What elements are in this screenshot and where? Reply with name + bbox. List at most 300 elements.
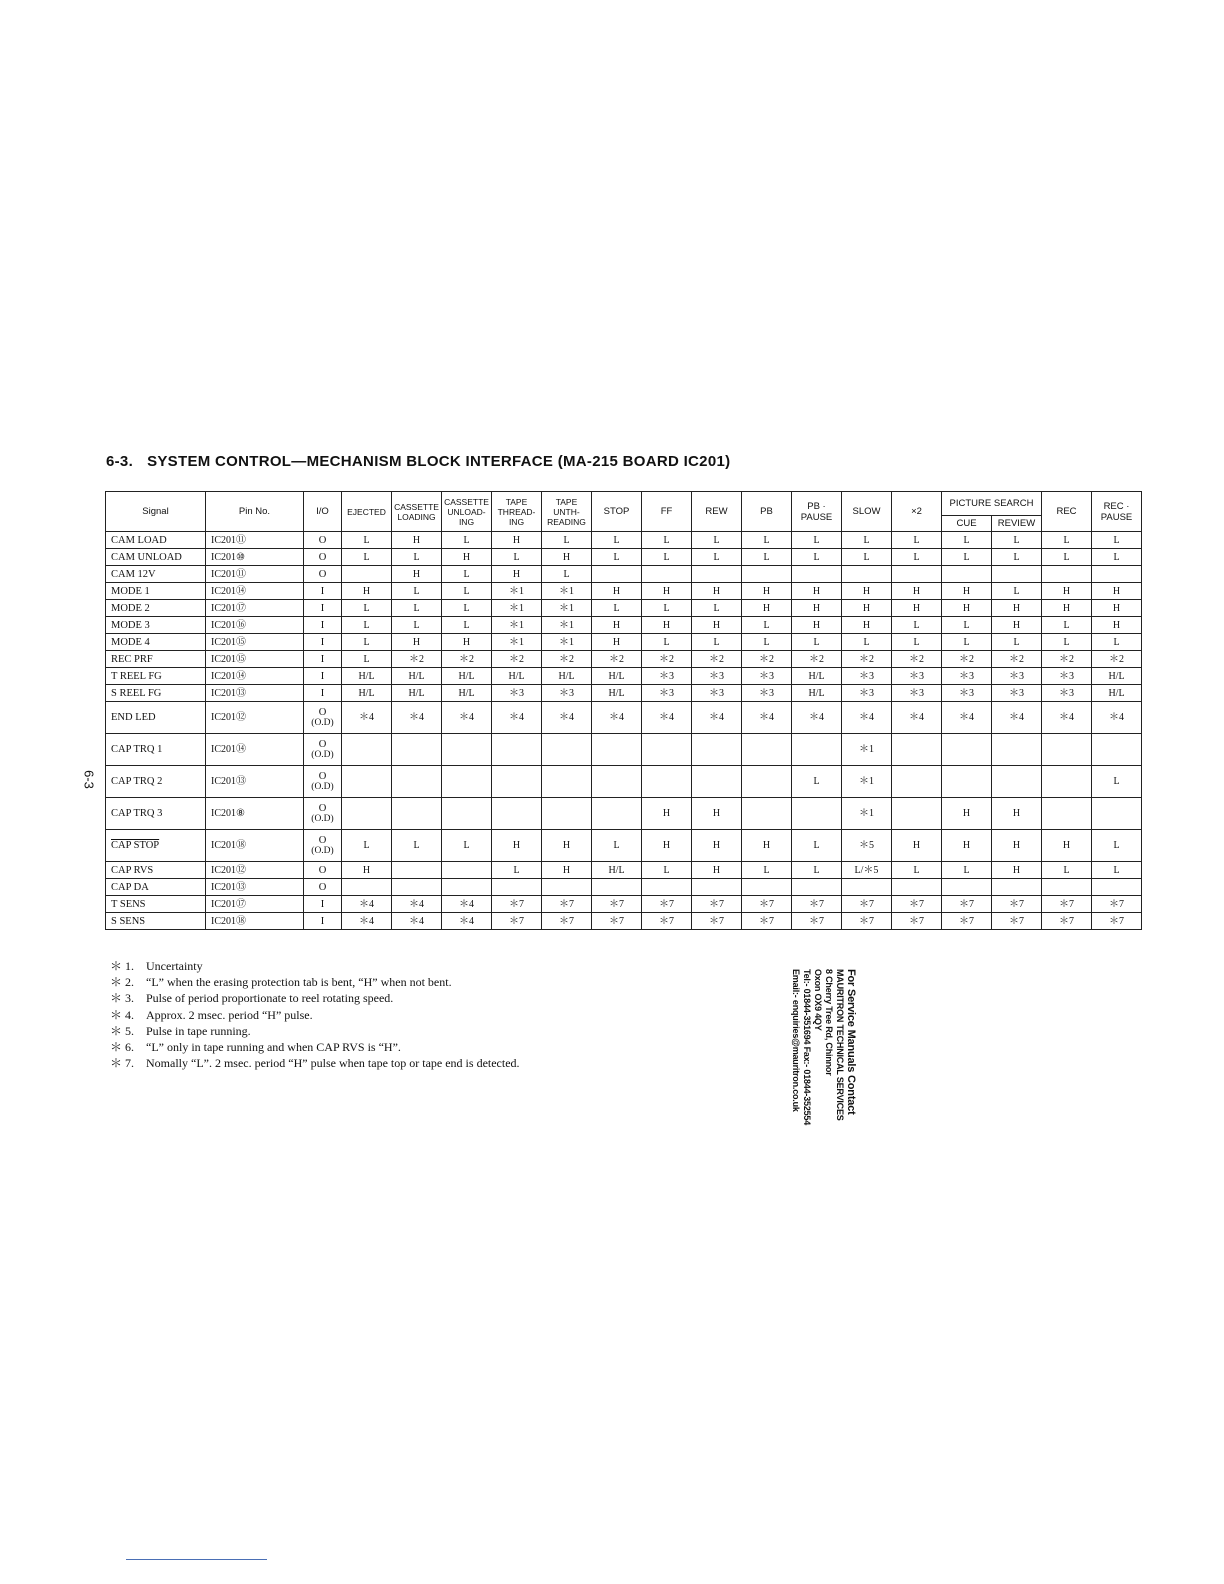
state-cell <box>542 798 592 830</box>
state-cell <box>392 879 442 896</box>
state-cell <box>1042 734 1092 766</box>
state-cell <box>1092 798 1142 830</box>
state-cell: L <box>792 549 842 566</box>
signal-name: MODE 1 <box>106 583 206 600</box>
state-cell <box>942 766 992 798</box>
state-cell: H <box>342 862 392 879</box>
state-cell: ＊1 <box>542 634 592 651</box>
state-cell: H <box>742 830 792 862</box>
state-cell <box>792 798 842 830</box>
state-cell <box>1092 879 1142 896</box>
state-cell <box>992 879 1042 896</box>
state-cell <box>392 798 442 830</box>
signal-name: CAP STOP <box>106 830 206 862</box>
state-cell: L <box>742 617 792 634</box>
state-cell: L <box>1092 830 1142 862</box>
state-cell: L <box>1092 532 1142 549</box>
state-cell: ＊7 <box>792 896 842 913</box>
table-row <box>106 913 1142 930</box>
state-cell: L <box>1092 766 1142 798</box>
state-cell <box>742 734 792 766</box>
state-cell: ＊2 <box>392 651 442 668</box>
state-cell <box>692 734 742 766</box>
state-cell <box>892 798 942 830</box>
state-cell: ＊4 <box>942 702 992 734</box>
state-cell: ＊4 <box>1042 702 1092 734</box>
state-cell: H/L <box>542 668 592 685</box>
state-cell: ＊3 <box>742 685 792 702</box>
io-direction: I <box>304 668 342 685</box>
state-cell <box>642 734 692 766</box>
state-cell: ＊3 <box>542 685 592 702</box>
header-ejected: EJECTED <box>342 492 392 532</box>
table-header <box>106 492 1142 532</box>
io-direction: I <box>304 913 342 930</box>
state-cell <box>492 798 542 830</box>
state-cell: ＊4 <box>492 702 542 734</box>
section-title: SYSTEM CONTROL—MECHANISM BLOCK INTERFACE (MA-215 BOARD IC201) <box>147 453 731 470</box>
state-cell: ＊7 <box>742 896 792 913</box>
state-cell: H <box>592 617 642 634</box>
state-cell: H/L <box>392 668 442 685</box>
state-cell: H <box>942 798 992 830</box>
state-cell: H <box>542 549 592 566</box>
state-cell: L <box>392 600 442 617</box>
state-cell: ＊7 <box>992 913 1042 930</box>
state-cell: ＊7 <box>1042 913 1092 930</box>
state-cell: L <box>1092 862 1142 879</box>
stamp-line: 8 Cherry Tree Rd, Chinnor <box>824 969 834 1076</box>
state-cell <box>592 734 642 766</box>
state-cell <box>592 566 642 583</box>
io-direction: O (O.D) <box>304 734 342 766</box>
state-cell <box>492 734 542 766</box>
state-cell: ＊7 <box>542 913 592 930</box>
side-page-number: 6-3 <box>81 770 97 789</box>
header-pb: PB <box>742 492 792 532</box>
state-cell: ＊1 <box>842 734 892 766</box>
header-cassette-unloading: CASSETTE UNLOAD- ING <box>442 492 492 532</box>
signal-name: S REEL FG <box>106 685 206 702</box>
table-row <box>106 566 1142 583</box>
io-direction: O (O.D) <box>304 830 342 862</box>
state-cell: L <box>942 532 992 549</box>
pin-number: IC201⑭ <box>206 668 304 685</box>
state-cell: ＊7 <box>1042 896 1092 913</box>
io-direction: O <box>304 879 342 896</box>
state-cell: H/L <box>792 668 842 685</box>
state-cell: H <box>642 617 692 634</box>
state-cell <box>1042 766 1092 798</box>
state-cell: H <box>842 600 892 617</box>
state-cell: ＊1 <box>542 600 592 617</box>
state-cell: ＊2 <box>942 651 992 668</box>
state-cell: ＊3 <box>842 685 892 702</box>
state-cell: H <box>692 798 742 830</box>
state-cell: L <box>642 549 692 566</box>
state-cell <box>742 879 792 896</box>
table-row <box>106 634 1142 651</box>
state-cell: H/L <box>792 685 842 702</box>
state-cell: H <box>442 549 492 566</box>
state-cell: ＊2 <box>1092 651 1142 668</box>
state-cell: ＊4 <box>342 913 392 930</box>
state-cell: H <box>692 862 742 879</box>
state-cell: L <box>392 549 442 566</box>
io-direction: O <box>304 532 342 549</box>
state-cell: ＊4 <box>992 702 1042 734</box>
state-cell <box>442 862 492 879</box>
signal-name: MODE 3 <box>106 617 206 634</box>
io-direction: O <box>304 549 342 566</box>
header-picture-search: PICTURE SEARCH <box>942 492 1042 516</box>
state-cell: H <box>742 583 792 600</box>
footnote: ＊ 4. Approx. 2 msec. period “H” pulse. <box>110 1007 313 1022</box>
io-direction: I <box>304 583 342 600</box>
stamp-line: For Service Manuals Contact <box>845 969 857 1115</box>
state-cell: L <box>542 532 592 549</box>
state-cell: H <box>542 862 592 879</box>
state-cell: L <box>992 549 1042 566</box>
state-cell <box>342 879 392 896</box>
state-cell: L <box>742 532 792 549</box>
header-cue: CUE <box>942 516 992 532</box>
state-cell: H <box>692 830 742 862</box>
state-cell: L <box>892 862 942 879</box>
state-cell: ＊3 <box>492 685 542 702</box>
contact-stamp <box>762 969 857 1126</box>
state-cell <box>692 879 742 896</box>
state-cell: L <box>842 532 892 549</box>
io-direction: O (O.D) <box>304 702 342 734</box>
header-ff: FF <box>642 492 692 532</box>
state-cell: L <box>592 830 642 862</box>
pin-number: IC201⑩ <box>206 549 304 566</box>
footnote: ＊ 2. “L” when the erasing protection tab is bent, “H” when not bent. <box>110 975 452 990</box>
io-direction: I <box>304 896 342 913</box>
state-cell: ＊3 <box>742 668 792 685</box>
state-cell: H <box>1042 583 1092 600</box>
page-title <box>106 453 730 470</box>
state-cell: H <box>392 634 442 651</box>
state-cell: L <box>742 549 792 566</box>
state-cell: ＊3 <box>692 668 742 685</box>
state-cell: ＊7 <box>1092 896 1142 913</box>
state-cell: H/L <box>592 685 642 702</box>
bottom-rule <box>126 1559 267 1560</box>
state-cell: ＊2 <box>592 651 642 668</box>
state-cell <box>1042 879 1092 896</box>
table-row <box>106 651 1142 668</box>
state-cell: L <box>792 532 842 549</box>
state-cell: H <box>492 532 542 549</box>
state-cell <box>392 766 442 798</box>
state-cell <box>1042 798 1092 830</box>
state-cell: ＊7 <box>892 913 942 930</box>
state-cell: L <box>1092 634 1142 651</box>
state-cell: L <box>592 549 642 566</box>
state-cell: H <box>392 566 442 583</box>
io-direction: I <box>304 617 342 634</box>
state-cell: L <box>592 600 642 617</box>
state-cell: ＊3 <box>1042 685 1092 702</box>
state-cell: L <box>792 634 842 651</box>
state-cell: ＊7 <box>842 913 892 930</box>
state-cell: ＊4 <box>892 702 942 734</box>
pin-number: IC201⑫ <box>206 862 304 879</box>
io-direction: O (O.D) <box>304 766 342 798</box>
state-cell: ＊2 <box>492 651 542 668</box>
state-cell: ＊7 <box>642 913 692 930</box>
state-cell: L <box>342 651 392 668</box>
signal-name: T REEL FG <box>106 668 206 685</box>
state-cell: ＊4 <box>842 702 892 734</box>
state-cell: L <box>692 634 742 651</box>
state-cell <box>592 798 642 830</box>
state-cell: ＊3 <box>892 685 942 702</box>
state-cell: ＊7 <box>492 896 542 913</box>
state-cell: ＊2 <box>442 651 492 668</box>
stamp-line: Oxon OX9 4QY <box>813 969 823 1031</box>
state-cell: L <box>992 583 1042 600</box>
header-rec-pause: REC · PAUSE <box>1092 492 1142 532</box>
state-cell: L/＊5 <box>842 862 892 879</box>
state-cell <box>392 734 442 766</box>
state-cell <box>442 879 492 896</box>
signal-name: CAP TRQ 3 <box>106 798 206 830</box>
pin-number: IC201⑯ <box>206 617 304 634</box>
state-cell: ＊2 <box>542 651 592 668</box>
state-cell: H <box>842 583 892 600</box>
pin-number: IC201⑭ <box>206 583 304 600</box>
state-cell: H <box>792 617 842 634</box>
table-row <box>106 668 1142 685</box>
state-cell: ＊7 <box>1092 913 1142 930</box>
header-x2: ×2 <box>892 492 942 532</box>
state-cell: H <box>1092 617 1142 634</box>
state-cell: ＊4 <box>792 702 842 734</box>
interface-table <box>105 491 1142 930</box>
state-cell: L <box>492 549 542 566</box>
state-cell <box>792 734 842 766</box>
state-cell: L <box>692 532 742 549</box>
header-rew: REW <box>692 492 742 532</box>
state-cell: H <box>742 600 792 617</box>
state-cell: ＊7 <box>592 896 642 913</box>
state-cell: H <box>542 830 592 862</box>
state-cell: ＊4 <box>1092 702 1142 734</box>
table-row <box>106 702 1142 734</box>
state-cell: L <box>1042 549 1092 566</box>
state-cell: ＊7 <box>542 896 592 913</box>
state-cell <box>892 734 942 766</box>
state-cell: L <box>392 617 442 634</box>
pin-number: IC201⑪ <box>206 566 304 583</box>
state-cell: ＊7 <box>742 913 792 930</box>
signal-name: CAM LOAD <box>106 532 206 549</box>
state-cell: H <box>992 830 1042 862</box>
state-cell: H <box>592 634 642 651</box>
header-stop: STOP <box>592 492 642 532</box>
state-cell: L <box>692 600 742 617</box>
pin-number: IC201⑫ <box>206 702 304 734</box>
signal-name: CAM 12V <box>106 566 206 583</box>
state-cell: ＊2 <box>692 651 742 668</box>
state-cell <box>892 766 942 798</box>
signal-name: CAP RVS <box>106 862 206 879</box>
state-cell <box>692 566 742 583</box>
section-number: 6-3. <box>106 453 134 470</box>
state-cell: L <box>942 617 992 634</box>
state-cell <box>842 566 892 583</box>
state-cell <box>642 879 692 896</box>
state-cell: H <box>1092 600 1142 617</box>
state-cell: L <box>442 617 492 634</box>
state-cell: H <box>692 583 742 600</box>
state-cell: L <box>842 634 892 651</box>
state-cell <box>492 766 542 798</box>
pin-number: IC201⑮ <box>206 651 304 668</box>
state-cell <box>442 766 492 798</box>
state-cell: H <box>892 600 942 617</box>
header-rec: REC <box>1042 492 1092 532</box>
state-cell: ＊3 <box>642 668 692 685</box>
pin-number: IC201⑱ <box>206 830 304 862</box>
state-cell <box>542 879 592 896</box>
signal-name: END LED <box>106 702 206 734</box>
state-cell: ＊1 <box>492 634 542 651</box>
table-row <box>106 549 1142 566</box>
state-cell: L <box>342 830 392 862</box>
state-cell <box>792 879 842 896</box>
state-cell: ＊4 <box>342 702 392 734</box>
state-cell <box>992 566 1042 583</box>
state-cell: L <box>892 617 942 634</box>
state-cell: H/L <box>492 668 542 685</box>
state-cell: H <box>642 798 692 830</box>
state-cell: ＊4 <box>592 702 642 734</box>
table-row <box>106 896 1142 913</box>
signal-name: CAP TRQ 2 <box>106 766 206 798</box>
state-cell: H/L <box>442 668 492 685</box>
state-cell: L <box>442 600 492 617</box>
state-cell: L <box>1092 549 1142 566</box>
state-cell: H <box>992 862 1042 879</box>
table-row <box>106 685 1142 702</box>
state-cell <box>1092 734 1142 766</box>
state-cell: L <box>1042 617 1092 634</box>
state-cell <box>942 879 992 896</box>
state-cell: H <box>1042 600 1092 617</box>
state-cell: L <box>342 600 392 617</box>
state-cell: H/L <box>342 685 392 702</box>
io-direction: O <box>304 566 342 583</box>
state-cell: L <box>442 532 492 549</box>
state-cell: H <box>1042 830 1092 862</box>
state-cell <box>342 798 392 830</box>
state-cell: ＊4 <box>392 913 442 930</box>
signal-name: T SENS <box>106 896 206 913</box>
state-cell <box>1042 566 1092 583</box>
state-cell: ＊2 <box>742 651 792 668</box>
state-cell <box>342 566 392 583</box>
state-cell: ＊1 <box>542 617 592 634</box>
state-cell <box>992 734 1042 766</box>
state-cell <box>642 566 692 583</box>
state-cell <box>542 734 592 766</box>
state-cell: H <box>342 583 392 600</box>
table-row <box>106 798 1142 830</box>
signal-name: S SENS <box>106 913 206 930</box>
state-cell: ＊2 <box>792 651 842 668</box>
state-cell: ＊4 <box>442 702 492 734</box>
state-cell: L <box>942 549 992 566</box>
state-cell: ＊1 <box>492 583 542 600</box>
state-cell: L <box>992 532 1042 549</box>
state-cell: ＊4 <box>392 896 442 913</box>
state-cell: ＊3 <box>942 685 992 702</box>
state-cell: H <box>592 583 642 600</box>
footnote: ＊ 5. Pulse in tape running. <box>110 1023 251 1038</box>
state-cell: ＊7 <box>692 913 742 930</box>
state-cell: L <box>692 549 742 566</box>
state-cell: L <box>442 583 492 600</box>
state-cell: ＊3 <box>692 685 742 702</box>
state-cell <box>642 766 692 798</box>
state-cell: L <box>342 634 392 651</box>
state-cell <box>1092 566 1142 583</box>
state-cell: ＊4 <box>442 896 492 913</box>
state-cell: ＊4 <box>442 913 492 930</box>
footnote: ＊ 6. “L” only in tape running and when CAP RVS is “H”. <box>110 1040 401 1055</box>
state-cell: ＊2 <box>992 651 1042 668</box>
state-cell: H <box>942 583 992 600</box>
table-row <box>106 879 1142 896</box>
state-cell: L <box>992 634 1042 651</box>
state-cell: ＊3 <box>992 668 1042 685</box>
signal-name: CAP DA <box>106 879 206 896</box>
stamp-line: Tel:- 01844-351694 Fax:- 01844-352554 <box>802 969 812 1126</box>
header-pin: Pin No. <box>206 492 304 532</box>
state-cell: ＊4 <box>542 702 592 734</box>
state-cell: ＊4 <box>692 702 742 734</box>
signal-name: CAM UNLOAD <box>106 549 206 566</box>
state-cell: ＊7 <box>642 896 692 913</box>
state-cell: ＊4 <box>342 896 392 913</box>
state-cell: L <box>442 830 492 862</box>
state-cell: ＊2 <box>892 651 942 668</box>
pin-number: IC201⑱ <box>206 913 304 930</box>
table-row <box>106 600 1142 617</box>
state-cell: L <box>1042 634 1092 651</box>
stamp-line: MAURITRON TECHNICAL SERVICES <box>835 969 845 1121</box>
state-cell: H <box>642 830 692 862</box>
state-cell: H <box>992 798 1042 830</box>
state-cell <box>942 734 992 766</box>
state-cell: ＊7 <box>992 896 1042 913</box>
state-cell <box>342 734 392 766</box>
state-cell: L <box>392 830 442 862</box>
state-cell: ＊3 <box>1042 668 1092 685</box>
state-cell: L <box>542 566 592 583</box>
state-cell: H <box>1092 583 1142 600</box>
state-cell: L <box>892 549 942 566</box>
state-cell: ＊5 <box>842 830 892 862</box>
pin-number: IC201⑪ <box>206 532 304 549</box>
state-cell: H <box>942 600 992 617</box>
table-body <box>106 532 1142 930</box>
state-cell <box>892 566 942 583</box>
